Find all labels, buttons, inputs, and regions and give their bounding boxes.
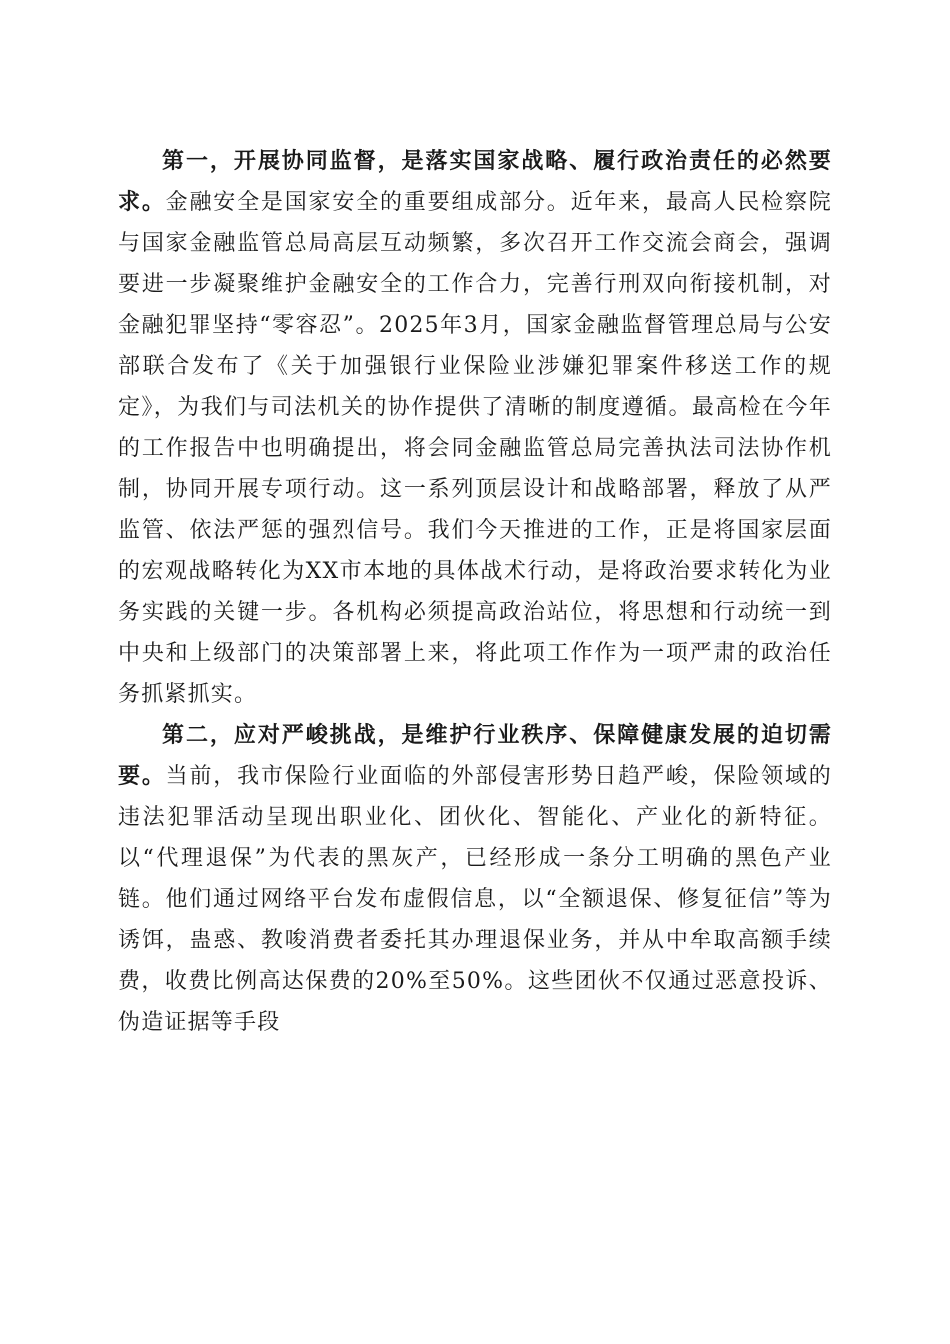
paragraph-1 <box>118 141 832 715</box>
paragraph-2-body: 当前，我市保险行业面临的外部侵害形势日趋严峻，保险领域的违法犯罪活动呈现出职业化、团伙化、智能化、产业化的新特征。以“代理退保”为代表的黑灰产，已经形成一条分工明确的黑色产业链。他们通过网络平台发布虚假信息，以“全额退保、修复征信”等为诱饵，蛊惑、教唆消费者委托其办理退保业务，并从中牟取高额手续费，收费比例高达保费的20%至50%。这些团伙不仅通过恶意投诉、伪造证据等手段 <box>118 764 832 1035</box>
paragraph-1-lead: 第一，开展协同监督，是落实国家战略、履行政治责任的必然要求。 <box>118 148 832 215</box>
paragraph-2-lead: 第二，应对严峻挑战，是维护行业秩序、保障健康发展的迫切需要。 <box>118 722 832 789</box>
document-body <box>118 141 832 1043</box>
paragraph-2 <box>118 715 832 1043</box>
paragraph-1-body: 金融安全是国家安全的重要组成部分。近年来，最高人民检察院与国家金融监管总局高层互动频繁，多次召开工作交流会商会，强调要进一步凝聚维护金融安全的工作合力，完善行刑双向衔接机制，对金融犯罪坚持“零容忍”。2025年3月，国家金融监督管理总局与公安部联合发布了《关于加强银行业保险业涉嫌犯罪案件移送工作的规定》，为我们与司法机关的协作提供了清晰的制度遵循。最高检在今年的工作报告中也明确提出，将会同金融监管总局完善执法司法协作机制，协同开展专项行动。这一系列顶层设计和战略部署，释放了从严监管、依法严惩的强烈信号。我们今天推进的工作，正是将国家层面的宏观战略转化为XX市本地的具体战术行动，是将政治要求转化为业务实践的关键一步。各机构必须提高政治站位，将思想和行动统一到中央和上级部门的决策部署上来，将此项工作作为一项严肃的政治任务抓紧抓实。 <box>118 190 832 707</box>
